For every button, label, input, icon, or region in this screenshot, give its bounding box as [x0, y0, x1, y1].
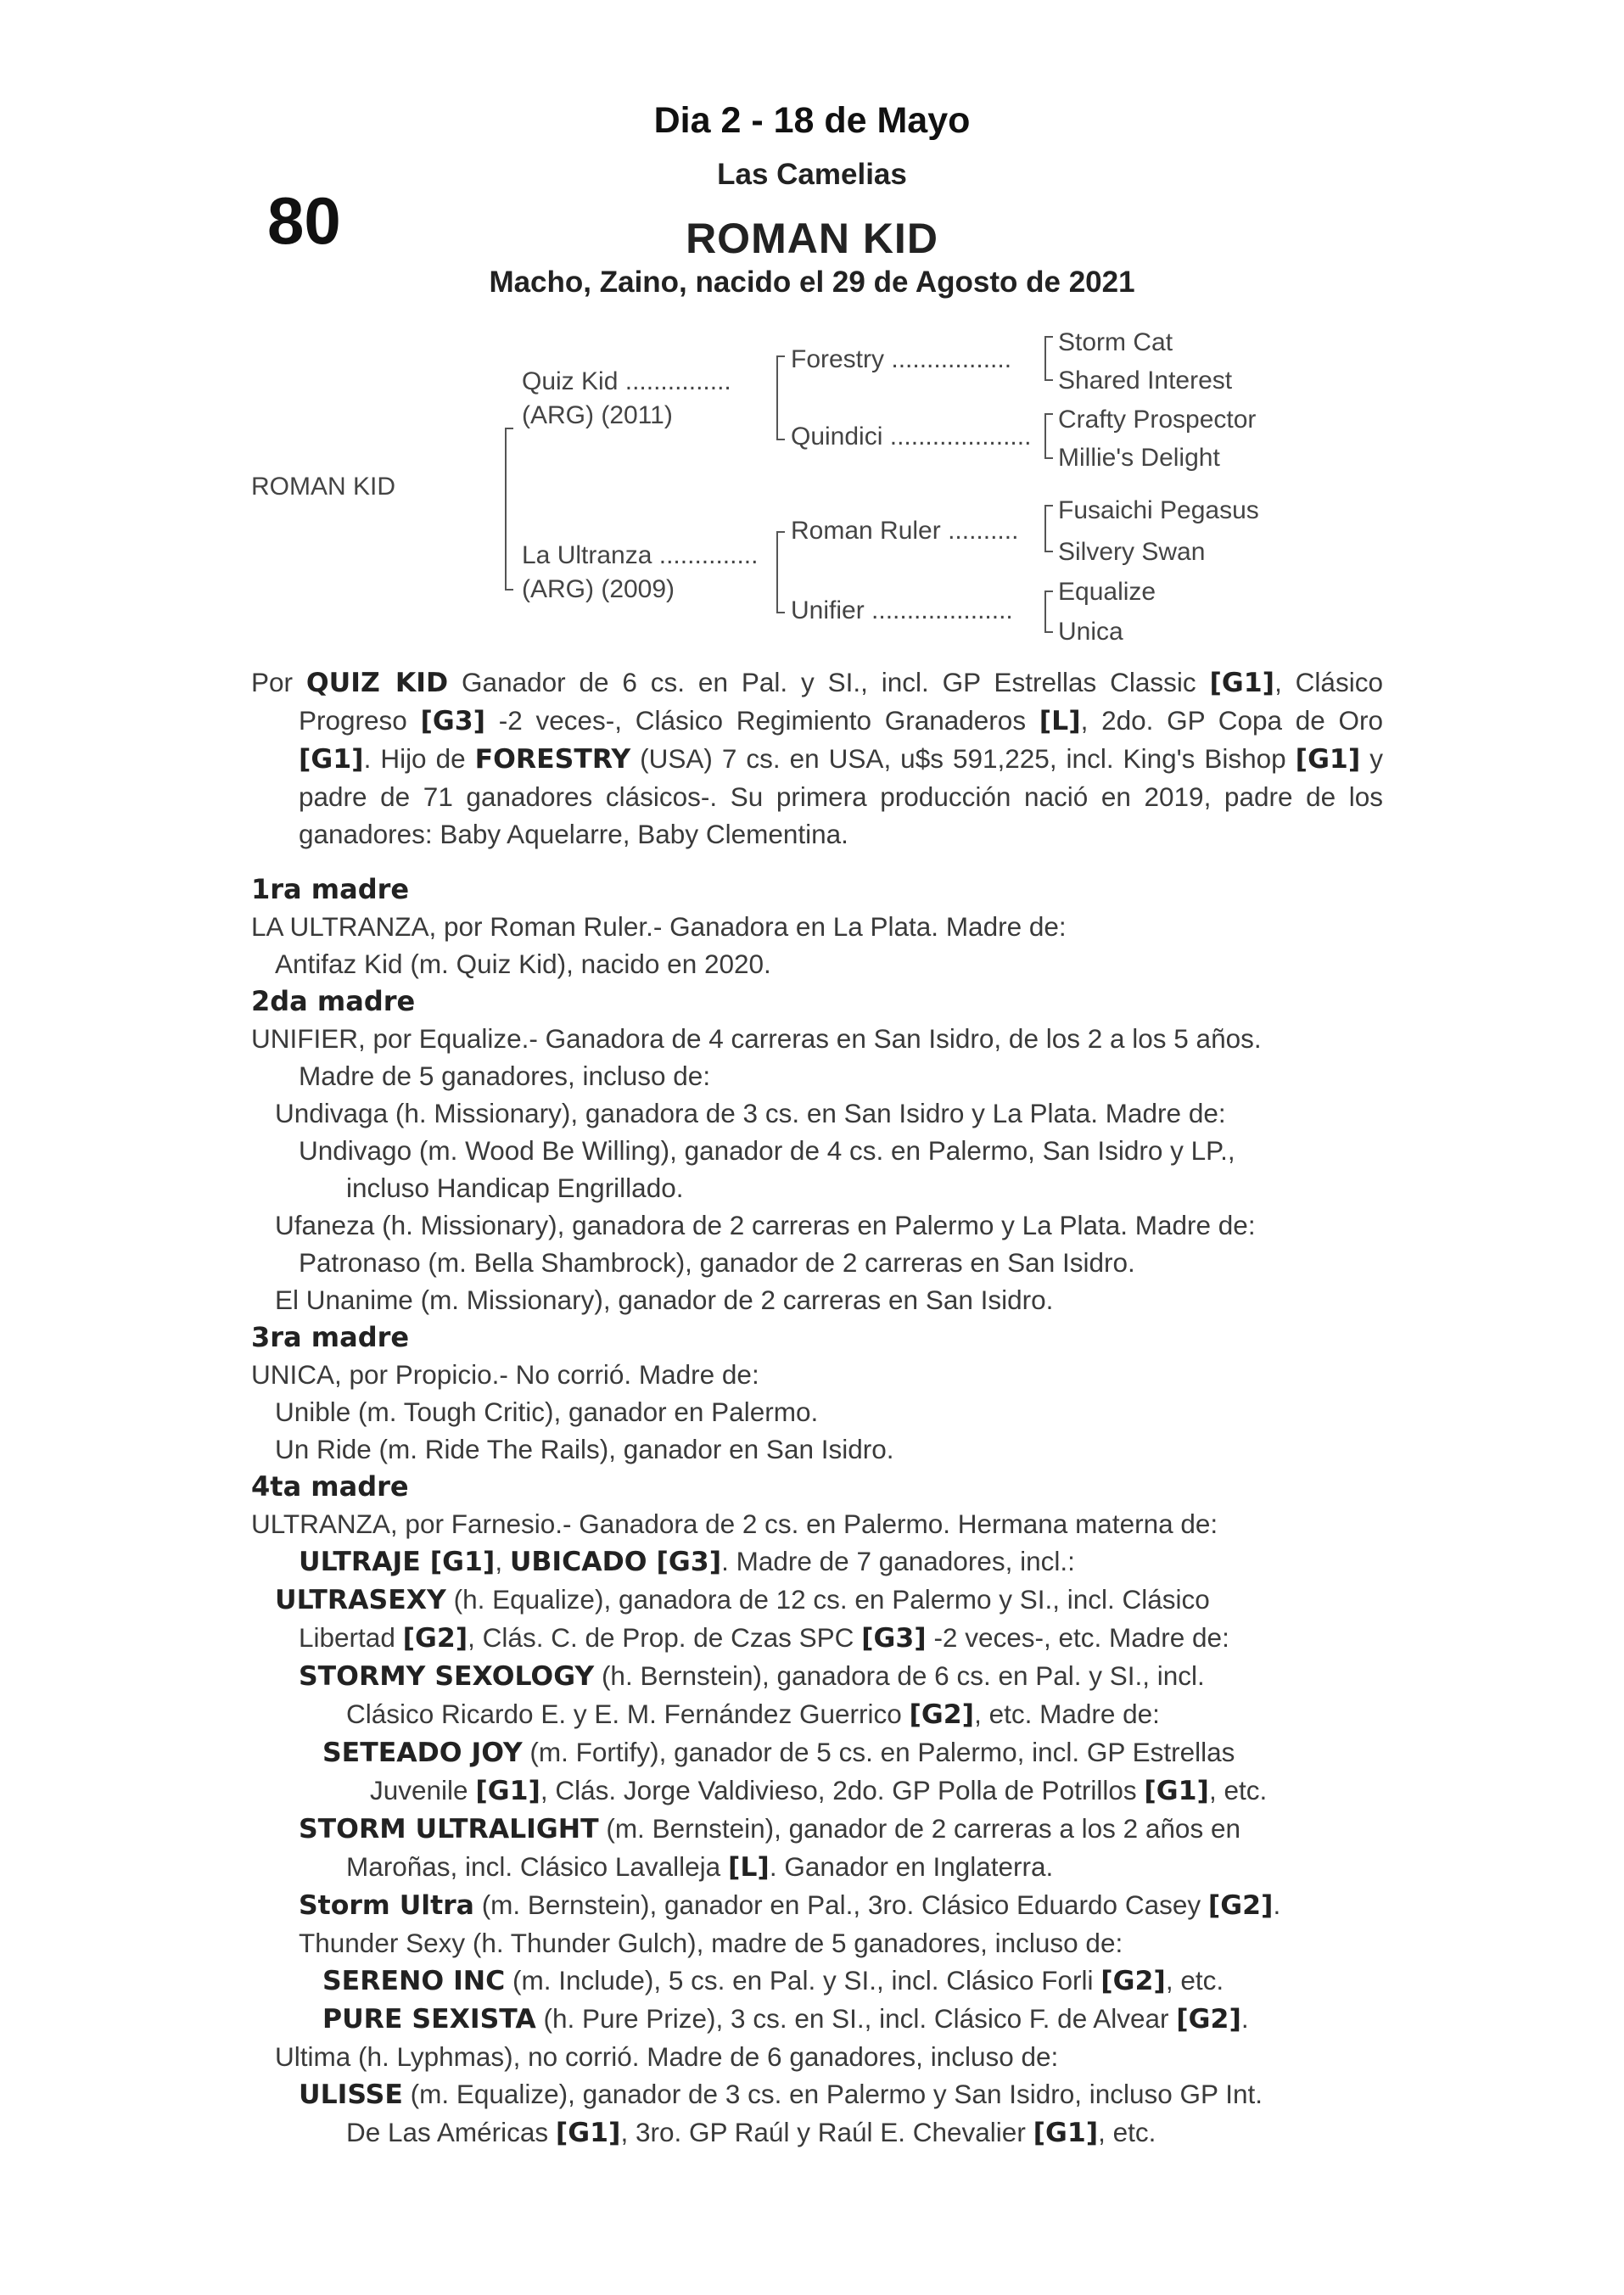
pedigree-dss: Fusaichi Pegasus	[1058, 496, 1259, 524]
madre2-line: incluso Handicap Engrillado.	[346, 1173, 684, 1203]
madre4-line: STORM ULTRALIGHT (m. Bernstein), ganador de 2 carreras a los 2 años en	[299, 1813, 1240, 1844]
madre2-line: Ufaneza (h. Missionary), ganadora de 2 carreras en Palermo y La Plata. Madre de:	[275, 1210, 1256, 1240]
madre4-line: ULTRANZA, por Farnesio.- Ganadora de 2 cs. en Palermo. Hermana materna de:	[251, 1509, 1218, 1539]
pedigree-sire-sire: Forestry .................	[791, 345, 1012, 373]
madre4-line: Storm Ultra (m. Bernstein), ganador en Pal., 3ro. Clásico Eduardo Casey [G2].	[299, 1889, 1281, 1921]
bracket-ds	[1045, 506, 1053, 551]
madre3-line: UNICA, por Propicio.- No corrió. Madre de:	[251, 1359, 759, 1390]
family-section	[251, 870, 1383, 2152]
bracket-sire	[777, 356, 785, 439]
pedigree-lines	[0, 0, 1624, 662]
pedigree-dam-origin: (ARG) (2009)	[522, 575, 675, 603]
madre4-line: SERENO INC (m. Include), 5 cs. en Pal. y SI., incl. Clásico Forli [G2], etc.	[322, 1965, 1224, 1996]
pedigree-sds: Crafty Prospector	[1058, 406, 1257, 434]
madre4-line: SETEADO JOY (m. Fortify), ganador de 5 cs. en Palermo, incl. GP Estrellas	[322, 1737, 1235, 1768]
madre4-line: STORMY SEXOLOGY (h. Bernstein), ganadora de 6 cs. en Pal. y SI., incl.	[299, 1660, 1205, 1692]
pedigree-dds: Equalize	[1058, 578, 1156, 606]
madre1-line: Antifaz Kid (m. Quiz Kid), nacido en 2020.	[275, 949, 771, 979]
pedigree-sire: Quiz Kid ...............	[522, 367, 731, 395]
madre2-line: Undivago (m. Wood Be Willing), ganador de 4 cs. en Palermo, San Isidro y LP.,	[299, 1135, 1235, 1166]
pedigree-sss: Storm Cat	[1058, 328, 1173, 356]
pedigree-dsd: Silvery Swan	[1058, 538, 1206, 566]
sire-paragraph: Por QUIZ KID Ganador de 6 cs. en Pal. y SI., incl. GP Estrellas Classic [G1], Clásico Progreso [G3] -2 veces-, Clásico Regimiento Granaderos [L], 2do. GP Copa de Oro [G1]. Hijo de FORESTRY (USA) 7 cs. en USA, u$s 591,225, incl. King's Bishop [G1] y padre de 71 ganadores clásicos-. Su primera producción nació en 2019, padre de los ganadores: Baby Aquelarre, Baby Clementina.	[251, 667, 1383, 849]
pedigree-dam-dam: Unifier ....................	[791, 596, 1013, 624]
bracket-dam	[777, 532, 785, 613]
pedigree-sire-dam: Quindici ....................	[791, 423, 1032, 451]
madre4-line: Libertad [G2], Clás. C. de Prop. de Czas SPC [G3] -2 veces-, etc. Madre de:	[299, 1622, 1229, 1654]
madre2-line: El Unanime (m. Missionary), ganador de 2 carreras en San Isidro.	[275, 1285, 1054, 1315]
pedigree-subject: ROMAN KID	[251, 473, 396, 501]
bracket-ss	[1045, 337, 1053, 380]
lot-number: 80	[267, 183, 341, 258]
madre2-line: UNIFIER, por Equalize.- Ganadora de 4 carreras en San Isidro, de los 2 a los 5 años.	[251, 1023, 1262, 1054]
madre1-line: LA ULTRANZA, por Roman Ruler.- Ganadora en La Plata. Madre de:	[251, 911, 1067, 942]
madre1-heading: 1ra madre	[251, 873, 410, 905]
madre3-line: Un Ride (m. Ride The Rails), ganador en San Isidro.	[275, 1434, 894, 1464]
madre4-line: ULTRASEXY (h. Equalize), ganadora de 12 cs. en Palermo y SI., incl. Clásico	[275, 1584, 1210, 1615]
pedigree-sdd: Millie's Delight	[1058, 444, 1220, 472]
madre2-line: Madre de 5 ganadores, incluso de:	[299, 1061, 711, 1091]
pedigree-ssd: Shared Interest	[1058, 367, 1233, 395]
horse-description: Macho, Zaino, nacido el 29 de Agosto de 2021	[489, 266, 1135, 299]
madre4-line: Ultima (h. Lyphmas), no corrió. Madre de 6 ganadores, incluso de:	[275, 2041, 1059, 2072]
madre4-line: Clásico Ricardo E. y E. M. Fernández Guerrico [G2], etc. Madre de:	[346, 1699, 1160, 1730]
madre3-line: Unible (m. Tough Critic), ganador en Palermo.	[275, 1397, 819, 1427]
madre4-line: ULISSE (m. Equalize), ganador de 3 cs. en Palermo y San Isidro, incluso GP Int.	[299, 2079, 1263, 2110]
bracket-sire-dam	[506, 428, 513, 590]
haras-name: Las Camelias	[717, 158, 907, 191]
horse-name: ROMAN KID	[686, 215, 938, 262]
bracket-dd	[1045, 591, 1053, 632]
pedigree-dam: La Ultranza ..............	[522, 541, 759, 569]
madre4-line: De Las Américas [G1], 3ro. GP Raúl y Raúl E. Chevalier [G1], etc.	[346, 2117, 1156, 2148]
madre3-heading: 3ra madre	[251, 1321, 410, 1353]
madre2-line: Undivaga (h. Missionary), ganadora de 3 cs. en San Isidro y La Plata. Madre de:	[275, 1098, 1226, 1128]
madre4-line: Juvenile [G1], Clás. Jorge Valdivieso, 2do. GP Polla de Potrillos [G1], etc.	[370, 1775, 1268, 1806]
madre2-line: Patronaso (m. Bella Shambrock), ganador de 2 carreras en San Isidro.	[299, 1247, 1135, 1278]
madre4-heading: 4ta madre	[251, 1470, 409, 1503]
madre4-line: Thunder Sexy (h. Thunder Gulch), madre de 5 ganadores, incluso de:	[299, 1928, 1123, 1958]
pedigree-ddd: Unica	[1058, 618, 1123, 646]
pedigree-dam-sire: Roman Ruler ..........	[791, 517, 1019, 545]
madre4-line: PURE SEXISTA (h. Pure Prize), 3 cs. en SI., incl. Clásico F. de Alvear [G2].	[322, 2003, 1249, 2035]
madre4-line: Maroñas, incl. Clásico Lavalleja [L]. Ganador en Inglaterra.	[346, 1851, 1054, 1883]
bracket-sd	[1045, 414, 1053, 458]
sale-day: Dia 2 - 18 de Mayo	[653, 100, 971, 141]
madre4-line: ULTRAJE [G1], UBICADO [G3]. Madre de 7 ganadores, incl.:	[299, 1546, 1075, 1577]
pedigree-sire-origin: (ARG) (2011)	[522, 401, 673, 429]
madre2-heading: 2da madre	[251, 985, 416, 1017]
